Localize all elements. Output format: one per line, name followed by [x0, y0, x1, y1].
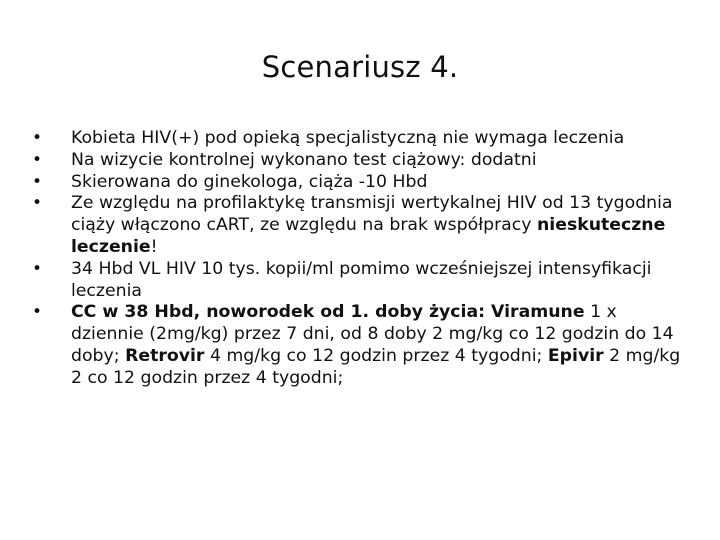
bullet-item: [30, 150, 695, 172]
bullet-marker: •: [32, 258, 43, 279]
bullet-item: [30, 302, 695, 389]
bullet-marker: •: [32, 149, 43, 170]
bullet-marker: •: [32, 171, 43, 192]
slide-title: Scenariusz 4.: [261, 50, 459, 84]
bullet-marker: •: [32, 302, 43, 323]
bullet-item: [30, 259, 695, 303]
bullet-text: 4 mg/kg co 12 godzin przez 4 tygodni;: [204, 345, 548, 366]
bullet-marker: •: [32, 128, 43, 148]
bullet-item: [30, 128, 695, 150]
bullet-text: Na wizycie kontrolnej wykonano test ciążowy: dodatni: [71, 149, 537, 170]
bullet-text: 1 x dziennie (2mg/kg) przez 7 dni, od 8 doby 2 mg/kg co 12 godzin do 14 doby;: [71, 302, 674, 366]
bullet-text: Skierowana do ginekologa, ciąża -10 Hbd: [71, 171, 428, 192]
bullet-list: [30, 128, 695, 390]
bullet-text: !: [150, 236, 158, 257]
bullet-text: 34 Hbd VL HIV 10 tys. kopii/ml pomimo wcześniejszej intensyfikacji leczenia: [71, 258, 652, 301]
drug-name-epivir: Epivir: [547, 345, 604, 366]
bullet-marker: •: [32, 193, 43, 214]
bullet-emphasis: CC w 38 Hbd, noworodek od 1. doby życia: Viramune: [71, 302, 585, 323]
drug-name-retrovir: Retrovir: [125, 345, 205, 366]
bullet-item: [30, 193, 695, 258]
bullet-emphasis: nieskuteczne leczenie: [71, 215, 666, 257]
bullet-item: [30, 172, 695, 194]
bullet-text: Ze względu na profilaktykę transmisji wertykalnej HIV od 13 tygodnia ciąży włączono cART, ze względu na brak współpracy: [71, 193, 673, 236]
bullet-text: 2 mg/kg 2 co 12 godzin przez 4 tygodni;: [71, 345, 681, 388]
bullet-text: Kobieta HIV(+) pod opieką specjalistyczną nie wymaga leczenia: [71, 128, 625, 148]
